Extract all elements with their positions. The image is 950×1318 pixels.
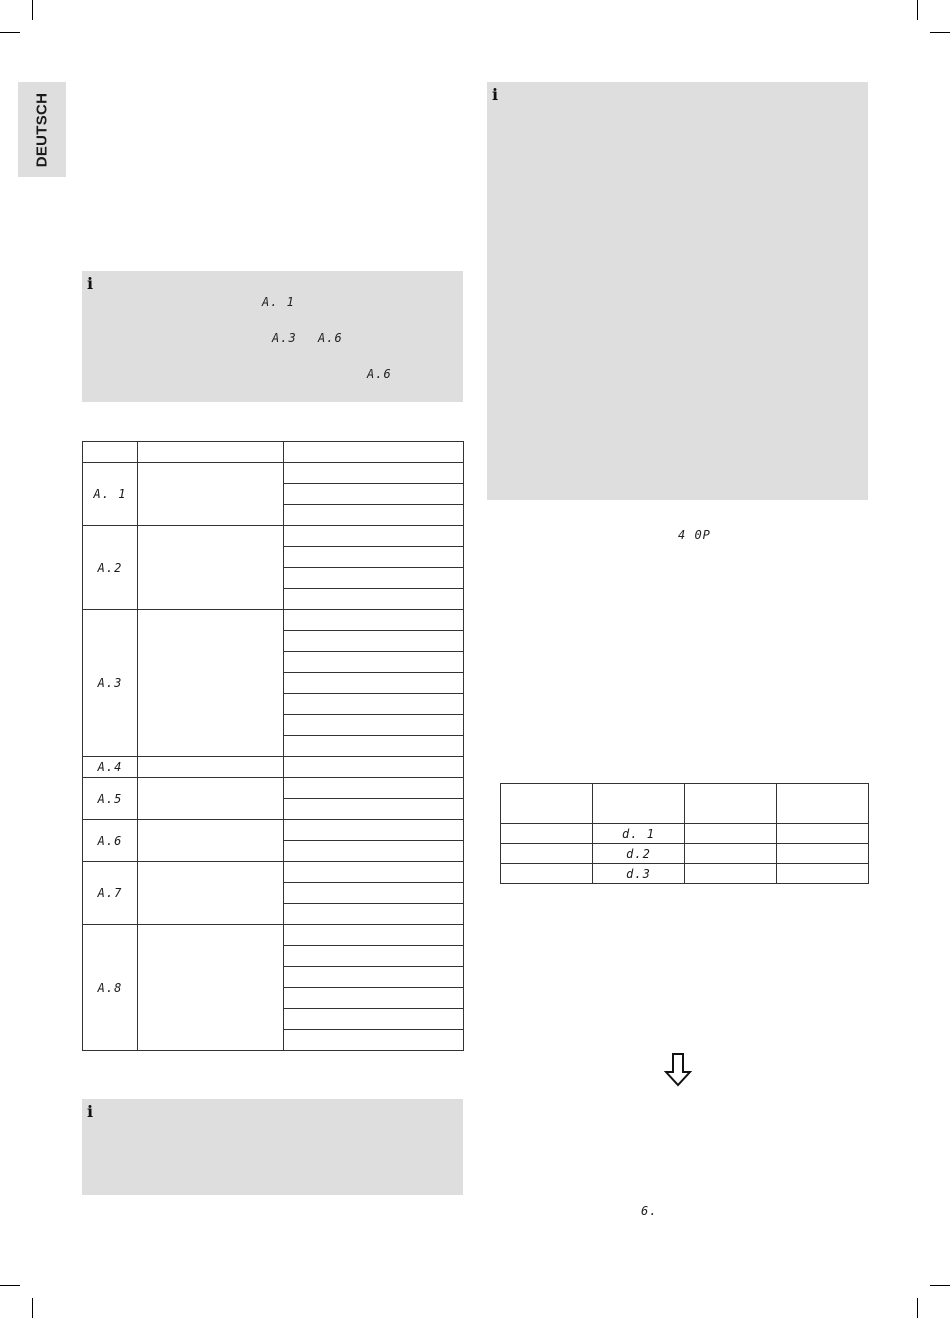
crop-mark	[930, 32, 950, 33]
program-name-cell	[138, 463, 284, 526]
table-row	[83, 463, 464, 484]
program-detail-cell	[284, 1009, 464, 1030]
display-code: A.6	[318, 331, 343, 345]
table-header-cell	[777, 784, 869, 824]
display-code: A.3	[272, 331, 297, 345]
program-code: A.7	[83, 862, 138, 925]
level-code: d. 1	[593, 824, 685, 844]
program-detail-cell	[284, 505, 464, 526]
crop-mark	[930, 1285, 950, 1286]
program-detail-cell	[284, 547, 464, 568]
program-detail-cell	[284, 883, 464, 904]
display-code: A. 1	[262, 295, 295, 309]
table-row	[501, 844, 869, 864]
info-icon: i	[87, 274, 94, 293]
table-row	[83, 778, 464, 799]
program-name-cell	[138, 778, 284, 820]
crop-mark	[0, 32, 20, 33]
program-name-cell	[138, 925, 284, 1051]
program-name-cell	[138, 862, 284, 925]
display-code-bottom: 6.	[641, 1204, 658, 1218]
program-code: A.2	[83, 526, 138, 610]
table-row	[501, 864, 869, 884]
table-row	[83, 820, 464, 841]
crop-mark	[32, 1298, 33, 1318]
table-header-cell	[284, 442, 464, 463]
program-detail-cell	[284, 925, 464, 946]
program-name-cell	[138, 757, 284, 778]
program-code: A.8	[83, 925, 138, 1051]
down-arrow-icon	[664, 1053, 692, 1087]
crop-mark	[917, 1298, 918, 1318]
program-detail-cell	[284, 526, 464, 547]
program-detail-cell	[284, 610, 464, 631]
table-row	[83, 862, 464, 883]
program-detail-cell	[284, 736, 464, 757]
crop-mark	[0, 1285, 20, 1286]
info-icon: i	[492, 85, 499, 104]
program-detail-cell	[284, 757, 464, 778]
program-detail-cell	[284, 946, 464, 967]
program-detail-cell	[284, 904, 464, 925]
program-code: A.5	[83, 778, 138, 820]
program-code: A. 1	[83, 463, 138, 526]
program-detail-cell	[284, 484, 464, 505]
table-row	[83, 925, 464, 946]
info-icon: i	[87, 1102, 94, 1121]
program-detail-cell	[284, 631, 464, 652]
level-table	[500, 783, 869, 884]
info-box-bottom-note	[82, 1099, 463, 1195]
program-detail-cell	[284, 589, 464, 610]
program-name-cell	[138, 610, 284, 757]
program-detail-cell	[284, 967, 464, 988]
display-code-stop: 4 0P	[678, 528, 711, 542]
program-code: A.4	[83, 757, 138, 778]
table-header-cell	[501, 784, 593, 824]
program-detail-cell	[284, 862, 464, 883]
program-detail-cell	[284, 988, 464, 1009]
table-row	[501, 824, 869, 844]
program-detail-cell	[284, 568, 464, 589]
display-code: A.6	[367, 367, 392, 381]
program-name-cell	[138, 820, 284, 862]
program-detail-cell	[284, 841, 464, 862]
program-detail-cell	[284, 799, 464, 820]
table-header-cell	[83, 442, 138, 463]
crop-mark	[32, 0, 33, 20]
table-header-cell	[593, 784, 685, 824]
table-header-cell	[685, 784, 777, 824]
crop-mark	[917, 0, 918, 20]
table-header-cell	[138, 442, 284, 463]
program-detail-cell	[284, 778, 464, 799]
level-code: d.2	[593, 844, 685, 864]
program-detail-cell	[284, 715, 464, 736]
program-detail-cell	[284, 1030, 464, 1051]
program-detail-cell	[284, 694, 464, 715]
table-row	[83, 526, 464, 547]
info-box-right	[487, 82, 868, 500]
program-code: A.6	[83, 820, 138, 862]
language-label: DEUTSCH	[33, 92, 51, 168]
program-code: A.3	[83, 610, 138, 757]
program-detail-cell	[284, 820, 464, 841]
level-code: d.3	[593, 864, 685, 884]
program-detail-cell	[284, 463, 464, 484]
program-detail-cell	[284, 673, 464, 694]
program-name-cell	[138, 526, 284, 610]
program-detail-cell	[284, 652, 464, 673]
table-row	[83, 610, 464, 631]
table-row	[83, 757, 464, 778]
program-table	[82, 441, 464, 1051]
